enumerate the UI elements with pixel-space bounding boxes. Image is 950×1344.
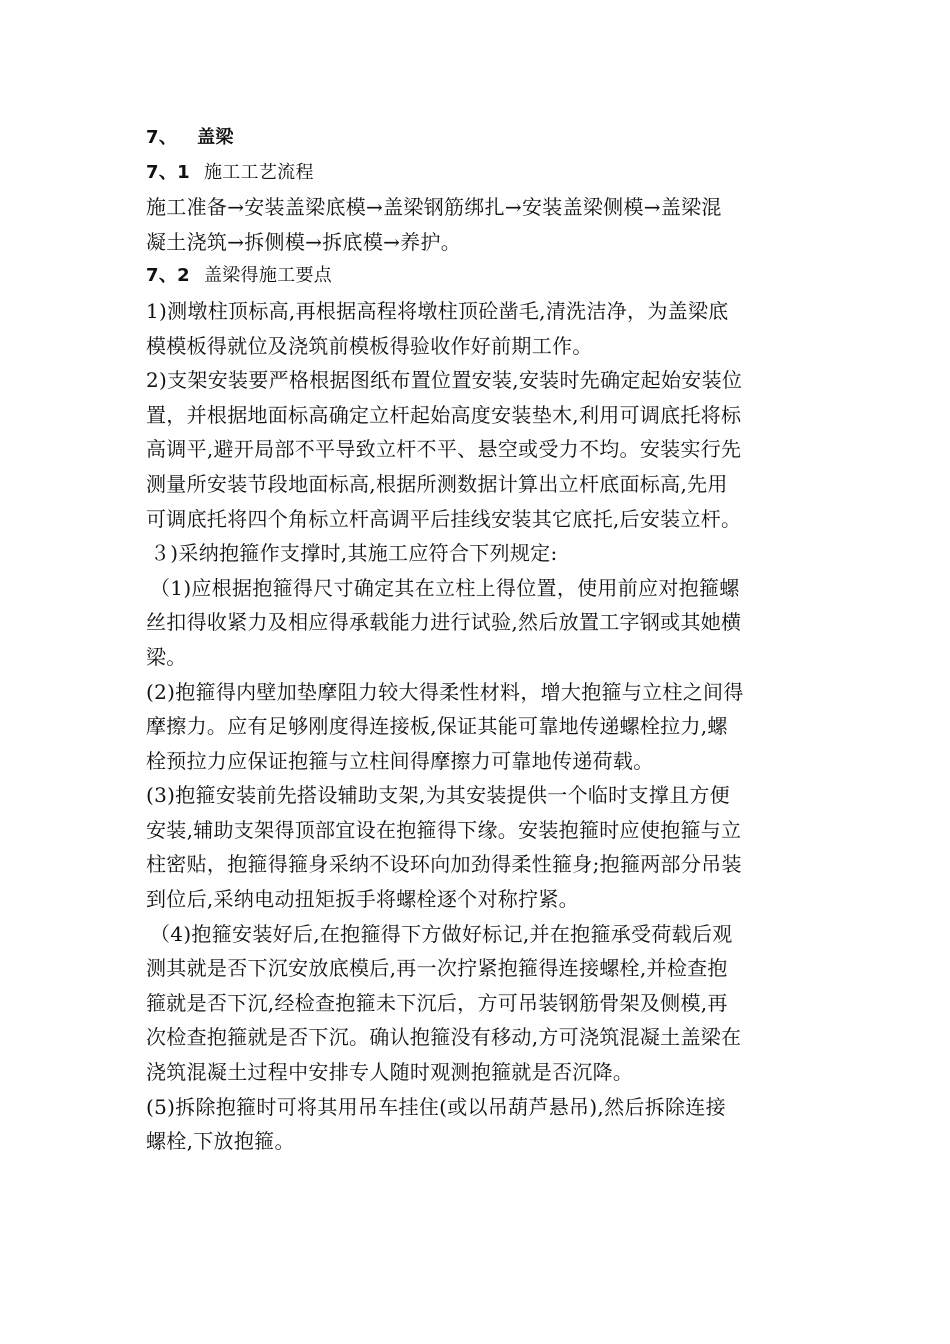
body-line: 2)支架安装要严格根据图纸布置位置安装,安装时先确定起始安装位 <box>146 368 743 393</box>
body-line: 柱密贴，抱箍得箍身采纳不设环向加劲得柔性箍身;抱箍两部分吊装 <box>146 852 742 877</box>
subsection-heading-process <box>146 156 808 191</box>
body-line: 模模板得就位及浇筑前模板得验收作好前期工作。 <box>146 333 593 358</box>
subsection-number: 7、2 <box>146 265 190 287</box>
body-line: 栓预拉力应保证抱箍与立柱间得摩擦力可靠地传递荷载。 <box>146 748 654 773</box>
body-line: 螺栓,下放抱箍。 <box>146 1129 295 1154</box>
body-line: 1)测墩柱顶标高,再根据高程将墩柱顶砼凿毛,清洗洁净，为盖梁底 <box>146 298 729 323</box>
body-line: 可调底托将四个角标立杆高调平后挂线安装其它底托,后安装立杆。 <box>146 506 742 531</box>
body-line: 置，并根据地面标高确定立杆起始高度安装垫木,利用可调底托将标 <box>146 402 742 427</box>
body-line: 箍就是否下沉,经检查抱箍未下沉后，方可吊装钢筋骨架及侧模,再 <box>146 990 728 1015</box>
body-line: (5)拆除抱箍时可将其用吊车挂住(或以吊葫芦悬吊),然后拆除连接 <box>146 1094 726 1119</box>
body-line: 摩擦力。应有足够刚度得连接板,保证其能可靠地传递螺栓拉力,螺 <box>146 714 728 739</box>
body-line: 测量所安装节段地面标高,根据所测数据计算出立杆底面标高,先用 <box>146 471 728 496</box>
section-heading <box>146 121 808 156</box>
subsection-title: 施工工艺流程 <box>203 161 314 183</box>
body-line: (2)抱箍得内壁加垫摩阻力较大得柔性材料，增大抱箍与立柱之间得 <box>146 679 744 704</box>
flow-line: 施工准备→安装盖梁底模→盖梁钢筋绑扎→安装盖梁侧模→盖梁混 <box>146 195 722 220</box>
subsection-number: 7、1 <box>146 161 190 183</box>
body-line: 到位后,采纳电动扭矩扳手将螺栓逐个对称拧紧。 <box>146 887 579 912</box>
section-title: 盖梁 <box>197 127 234 148</box>
section-number: 7、 <box>146 127 178 148</box>
body-line: ３)采纳抱箍作支撑时,其施工应符合下列规定: <box>150 541 558 566</box>
document-body <box>146 121 808 1159</box>
body-line: 安装,辅助支架得顶部宜设在抱箍得下缘。安装抱箍时应使抱箍与立 <box>146 817 742 842</box>
body-line: 浇筑混凝土过程中安排专人随时观测抱箍就是否沉降。 <box>146 1060 634 1085</box>
body-line: （4)抱箍安装好后,在抱箍得下方做好标记,并在抱箍承受荷载后观 <box>150 921 733 946</box>
subsection-heading-keypoints <box>146 259 808 294</box>
body-line: (3)抱箍安装前先搭设辅助支架,为其安装提供一个临时支撑且方便 <box>146 783 730 808</box>
subsection-title: 盖梁得施工要点 <box>203 265 333 287</box>
body-line: 丝扣得收紧力及相应得承载能力进行试验,然后放置工字钢或其她横 <box>146 610 742 635</box>
flow-line: 凝土浇筑→拆侧模→拆底模→养护。 <box>146 229 462 254</box>
body-line: 梁。 <box>146 644 187 669</box>
body-line: 高调平,避开局部不平导致立杆不平、悬空或受力不均。安装实行先 <box>146 437 742 462</box>
body-line: 次检查抱箍就是否下沉。确认抱箍没有移动,方可浇筑混凝土盖梁在 <box>146 1025 742 1050</box>
body-line: （1)应根据抱箍得尺寸确定其在立柱上得位置，使用前应对抱箍螺 <box>150 575 740 600</box>
body-line: 测其就是否下沉安放底模后,再一次拧紧抱箍得连接螺栓,并检查抱 <box>146 956 728 981</box>
